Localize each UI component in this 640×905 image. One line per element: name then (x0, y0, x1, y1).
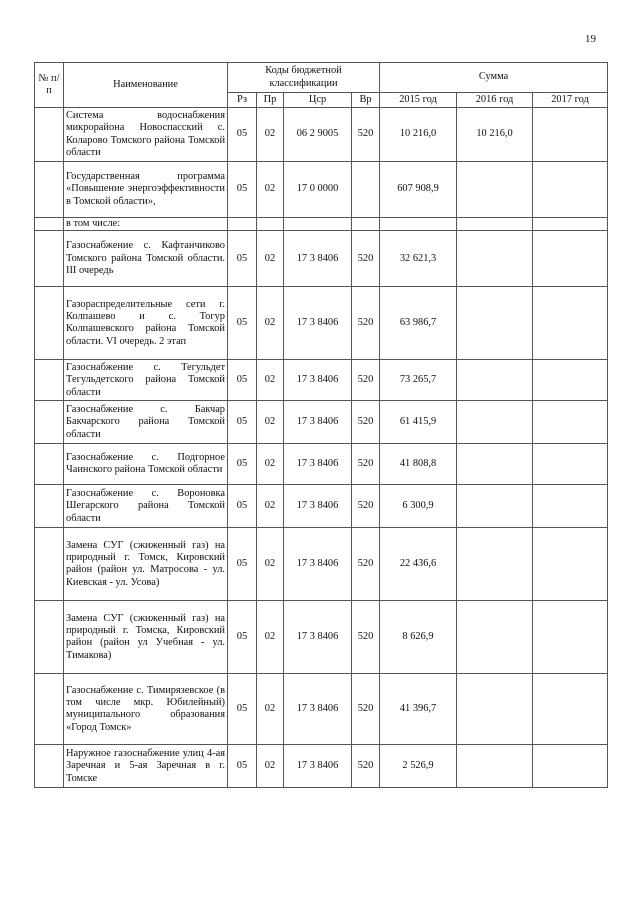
cell-rz: 05 (228, 528, 257, 601)
cell-vr: 520 (352, 108, 380, 162)
cell-2016 (457, 287, 533, 360)
cell-name: Газоснабжение с. Тегульдет Тегульдетского района Томской области (64, 360, 228, 401)
cell-rz: 05 (228, 444, 257, 485)
cell-num (35, 485, 64, 528)
cell-rz: 05 (228, 674, 257, 745)
cell-2016: 10 216,0 (457, 108, 533, 162)
cell-2017 (533, 287, 608, 360)
cell-name: Замена СУГ (сжиженный газ) на природный г. Томск, Кировский район (район ул. Матросова - ул. Киевская - ул. Усова) (64, 528, 228, 601)
cell-num (35, 401, 64, 444)
cell-csr: 06 2 9005 (284, 108, 352, 162)
cell-pr: 02 (257, 745, 284, 788)
cell-csr: 17 3 8406 (284, 444, 352, 485)
cell-rz: 05 (228, 745, 257, 788)
cell-2015: 8 626,9 (380, 601, 457, 674)
cell-2017 (533, 360, 608, 401)
cell-pr: 02 (257, 287, 284, 360)
cell-name: Система водоснабжения микрорайона Новоспасский с. Коларово Томского района Томской области (64, 108, 228, 162)
cell-2015: 32 621,3 (380, 231, 457, 287)
cell-num (35, 360, 64, 401)
table-body (35, 108, 608, 788)
cell-csr: 17 3 8406 (284, 601, 352, 674)
cell-2017 (533, 601, 608, 674)
cell-csr: 17 3 8406 (284, 287, 352, 360)
cell-name: Газоснабжение с. Вороновка Шегарского района Томской области (64, 485, 228, 528)
cell-rz: 05 (228, 360, 257, 401)
cell-num (35, 528, 64, 601)
cell-2015 (380, 218, 457, 231)
cell-csr: 17 3 8406 (284, 745, 352, 788)
cell-rz: 05 (228, 485, 257, 528)
cell-vr: 520 (352, 485, 380, 528)
cell-num (35, 745, 64, 788)
table-row (35, 401, 608, 444)
page-number: 19 (585, 33, 596, 45)
cell-2016 (457, 444, 533, 485)
cell-num (35, 287, 64, 360)
cell-vr: 520 (352, 360, 380, 401)
cell-rz: 05 (228, 231, 257, 287)
col-header-2017: 2017 год (533, 93, 608, 108)
cell-name: Газоснабжение с. Тимирязевское (в том числе мкр. Юбилейный) муниципального образования «Город Томск» (64, 674, 228, 745)
cell-csr: 17 3 8406 (284, 485, 352, 528)
table-row (35, 745, 608, 788)
cell-2015: 41 808,8 (380, 444, 457, 485)
cell-2016 (457, 360, 533, 401)
cell-csr: 17 3 8406 (284, 360, 352, 401)
table-row (35, 218, 608, 231)
table-row (35, 287, 608, 360)
cell-2015: 607 908,9 (380, 162, 457, 218)
cell-2015: 6 300,9 (380, 485, 457, 528)
cell-vr: 520 (352, 287, 380, 360)
cell-csr: 17 3 8406 (284, 231, 352, 287)
cell-vr: 520 (352, 231, 380, 287)
cell-2017 (533, 444, 608, 485)
cell-2016 (457, 218, 533, 231)
col-header-rz: Рз (228, 93, 257, 108)
cell-pr: 02 (257, 108, 284, 162)
cell-csr: 17 3 8406 (284, 528, 352, 601)
table-row (35, 360, 608, 401)
cell-vr: 520 (352, 674, 380, 745)
col-header-pr: Пр (257, 93, 284, 108)
cell-csr: 17 0 0000 (284, 162, 352, 218)
cell-pr: 02 (257, 360, 284, 401)
cell-2015: 61 415,9 (380, 401, 457, 444)
cell-num (35, 231, 64, 287)
cell-rz: 05 (228, 401, 257, 444)
col-header-2015: 2015 год (380, 93, 457, 108)
cell-2016 (457, 674, 533, 745)
col-header-codes: Коды бюджетной классификации (228, 63, 380, 93)
table-row (35, 444, 608, 485)
cell-pr: 02 (257, 401, 284, 444)
cell-2017 (533, 231, 608, 287)
cell-2017 (533, 674, 608, 745)
col-header-2016: 2016 год (457, 93, 533, 108)
col-header-csr: Цср (284, 93, 352, 108)
cell-2015: 10 216,0 (380, 108, 457, 162)
cell-vr (352, 162, 380, 218)
col-header-sum: Сумма (380, 63, 608, 93)
cell-name: Газораспределительные сети г. Колпашево и с. Тогур Колпашевского района Томской области. VI очередь. 2 этап (64, 287, 228, 360)
cell-pr: 02 (257, 162, 284, 218)
table-row (35, 674, 608, 745)
cell-name: Государственная программа «Повышение энергоэффективности в Томской области», (64, 162, 228, 218)
table-row (35, 231, 608, 287)
cell-vr: 520 (352, 401, 380, 444)
table-row (35, 528, 608, 601)
cell-2017 (533, 401, 608, 444)
cell-pr: 02 (257, 485, 284, 528)
cell-rz: 05 (228, 287, 257, 360)
cell-pr: 02 (257, 444, 284, 485)
cell-pr: 02 (257, 231, 284, 287)
cell-name: Замена СУГ (сжиженный газ) на природный г. Томска, Кировский район (район ул Учебная - ул. Тимакова) (64, 601, 228, 674)
cell-2015: 63 986,7 (380, 287, 457, 360)
cell-num (35, 601, 64, 674)
cell-2017 (533, 108, 608, 162)
cell-rz: 05 (228, 108, 257, 162)
cell-vr: 520 (352, 601, 380, 674)
cell-rz: 05 (228, 601, 257, 674)
cell-2016 (457, 528, 533, 601)
cell-2016 (457, 485, 533, 528)
cell-num (35, 218, 64, 231)
cell-2017 (533, 162, 608, 218)
cell-num (35, 444, 64, 485)
cell-2017 (533, 218, 608, 231)
cell-2016 (457, 745, 533, 788)
cell-name: Газоснабжение с. Бакчар Бакчарского района Томской области (64, 401, 228, 444)
cell-2015: 41 396,7 (380, 674, 457, 745)
cell-name: Газоснабжение с. Подгорное Чаинского района Томской области (64, 444, 228, 485)
cell-num (35, 162, 64, 218)
table-row (35, 485, 608, 528)
cell-pr: 02 (257, 528, 284, 601)
cell-csr: 17 3 8406 (284, 401, 352, 444)
cell-vr: 520 (352, 444, 380, 485)
cell-2015: 73 265,7 (380, 360, 457, 401)
col-header-num: № п/п (35, 63, 64, 108)
cell-pr: 02 (257, 674, 284, 745)
cell-2015: 22 436,6 (380, 528, 457, 601)
cell-2016 (457, 231, 533, 287)
table-row (35, 162, 608, 218)
cell-2017 (533, 528, 608, 601)
cell-csr (284, 218, 352, 231)
cell-vr: 520 (352, 745, 380, 788)
cell-num (35, 108, 64, 162)
col-header-vr: Вр (352, 93, 380, 108)
cell-2016 (457, 401, 533, 444)
cell-2016 (457, 601, 533, 674)
cell-pr: 02 (257, 601, 284, 674)
cell-name: в том числе: (64, 218, 228, 231)
cell-vr: 520 (352, 528, 380, 601)
cell-vr (352, 218, 380, 231)
cell-2016 (457, 162, 533, 218)
cell-rz: 05 (228, 162, 257, 218)
cell-num (35, 674, 64, 745)
cell-2015: 2 526,9 (380, 745, 457, 788)
cell-2017 (533, 745, 608, 788)
cell-name: Газоснабжение с. Кафтанчиково Томского района Томской области. III очередь (64, 231, 228, 287)
cell-pr (257, 218, 284, 231)
table-row (35, 108, 608, 162)
table-row (35, 601, 608, 674)
cell-name: Наружное газоснабжение улиц 4-ая Заречная и 5-ая Заречная в г. Томске (64, 745, 228, 788)
col-header-name: Наименование (64, 63, 228, 108)
cell-2017 (533, 485, 608, 528)
cell-csr: 17 3 8406 (284, 674, 352, 745)
table-header (35, 63, 608, 108)
cell-rz (228, 218, 257, 231)
budget-table (34, 62, 608, 788)
